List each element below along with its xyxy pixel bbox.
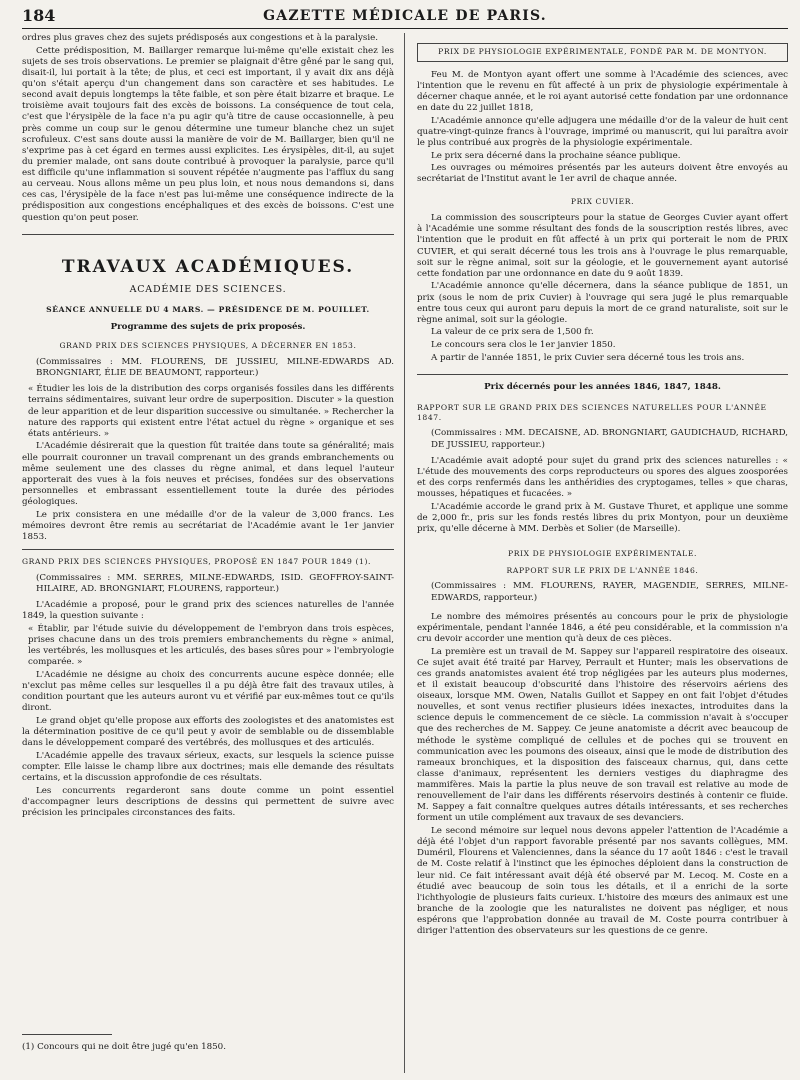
divider (22, 234, 394, 235)
paragraph: L'Académie avait adopté pour sujet du grand prix des sciences naturelles : « L'étude des mouvements des corps reproducteurs ou spores des algues zoosporées et des corps renfermés dans les anthéridies des cryptogames, telles » que charas, mousses, hépatiques et fucacées. » (417, 455, 788, 499)
paragraph: La première est un travail de M. Sappey sur l'appareil respiratoire des oiseaux. Ce sujet avait été traité par Harvey, Perrault et Hunter; mais les observations de ces grands anatomistes avaient été trop négligées par les auteurs plus modernes, et il existait beaucoup d'obscurité dans l'histoire des réservoirs aériens des oiseaux, lorsque MM. Owen, Natalis Guillot et Sappey en ont fait l'objet d'études nouvelles, et sont venus rectifier plusieurs idées inexactes, introduites dans la science depuis le commencement de ce siècle. La commission n'avait à s'occuper que des recherches de M. Sappey. Ce jeune anatomiste a décrit avec beaucoup de méthode le système compliqué de cellules et de poches qui se trouvent en communication avec les poumons des oiseaux, ainsi que le mode de distribution des rameaux bronchiques, et la disposition des faisceaux charnus, qui, dans cette classe d'animaux, représentent les derniers vestiges du diaphragme des mammifères. Mais la partie la plus neuve de son travail est relative au mode de renouvellement de l'air dans les différents réservoirs destinés à contenir ce fluide. M. Sappey a fait connaître quelques autres détails intéressants, et ses recherches forment un utile complément aux travaux de ses devanciers. (417, 646, 788, 824)
paragraph: Le concours sera clos le 1er janvier 1850. (431, 340, 616, 351)
divider (417, 374, 788, 375)
commissioners: (Commissaires : MM. FLOURENS, DE JUSSIEU, MILNE-EDWARDS AD. BRONGNIART, ÉLIE DE BEAUMONT, rapporteur.) (36, 357, 394, 379)
commissioners: (Commissaires : MM. DECAISNE, AD. BRONGNIART, GAUDICHAUD, RICHARD, DE JUSSIEU, rapporteur.) (431, 428, 788, 450)
left-column (22, 33, 405, 1073)
paragraph: Feu M. de Montyon ayant offert une somme à l'Académie des sciences, avec l'intention que le revenu en fût affecté à un prix de physiologie expérimentale à décerner chaque année, et le roi ayant autorisé cette fondation par une ordonnance en date du 22 juillet 1818, (417, 69, 788, 114)
programme-heading: Programme des sujets de prix proposés. (110, 322, 306, 333)
report-heading: RAPPORT SUR LE GRAND PRIX DES SCIENCES NATURELLES POUR L'ANNÉE 1847. (417, 402, 767, 422)
paragraph: La valeur de ce prix sera de 1,500 fr. (431, 327, 594, 338)
paragraph: A partir de l'année 1851, le prix Cuvier sera décerné tous les trois ans. (431, 352, 745, 363)
paragraph: L'Académie annonce qu'elle adjugera une médaille d'or de la valeur de huit cent quatre-vingt-quinze francs à l'ouvrage, imprimé ou manuscrit, qui lui paraîtra avoir le plus contribué aux progrès de la physiologie expérimentale. (417, 115, 788, 148)
prize-heading: PRIX DE PHYSIOLOGIE EXPÉRIMENTALE. (508, 549, 697, 558)
prize-question: « Étudier les lois de la distribution des corps organisés fossiles dans les différents terrains sédimentaires, suivant leur ordre de superposition. Discuter » la question de leur apparition et de leur disparition successive ou simultanée. » Rechercher la nature des rapports qui existent entre l'état actuel du règne » organique et ses états antérieurs. » (28, 384, 394, 439)
paragraph: Les ouvrages ou mémoires présentés par les auteurs doivent être envoyés au secrétariat de l'Institut avant le 1er avril de chaque année. (417, 163, 788, 185)
paragraph: L'Académie annonce qu'elle décernera, dans la séance publique de 1851, un prix (sous le nom de prix Cuvier) à l'ouvrage qui sera jugé le plus remarquable entre tous ceux qui auront paru depuis la mort de ce grand naturaliste, soit sur le règne animal, soit sur la géologie. (417, 281, 788, 325)
prize-heading: GRAND PRIX DES SCIENCES PHYSIQUES, A DÉCERNER EN 1853. (59, 341, 357, 351)
commissioners: (Commissaires : MM. FLOURENS, RAYER, MAGENDIE, SERRES, MILNE-EDWARDS, rapporteur.) (431, 581, 788, 603)
divider (22, 549, 394, 550)
paragraph: L'Académie accorde le grand prix à M. Gustave Thuret, et applique une somme de 2,000 fr., pris sur les fonds restés libres du prix Montyon, pour un deuxième prix, qu'elle décerne à MM. Derbès et Solier (de Marseille). (417, 501, 788, 534)
paragraph: L'Académie a proposé, pour le grand prix des sciences naturelles de l'année 1849, la question suivante : (22, 600, 394, 622)
page-header (22, 6, 788, 29)
paragraph: L'Académie désirerait que la question fût traitée dans toute sa généralité; mais elle pourrait couronner un travail comprenant un des grands embranchements ou même seulement une des classes du règne animal, et dans lequel l'auteur apporterait des vues à la fois neuves et précises, fondées sur des observations personnelles et embrassant essentiellement toute la durée des périodes géologiques. (22, 441, 394, 508)
paragraph: Cette prédisposition, M. Baillarger remarque lui-même qu'elle existait chez les sujets de ses trois observations. Le premier se plaignait d'être gêné par le sang qui, disait-il, lui portait à la tête; de plus, et ceci est important, il y avait dix ans déjà qu'on s'était aperçu d'un changement dans son caractère et ses habitudes. Le second avait depuis longtemps la tête faible, et son père était bizarre et braque. Le troisième avait toujours fait des excès de boissons. La conséquence de tout cela, c'est que l'érysipèle de la face n'a pu agir qu'à titre de cause occasionnelle, à peu près comme un coup sur le genou détermine une tumeur blanche chez un sujet scrofuleux. C'est sans doute aussi la manière de voir de M. Baillarger, bien qu'il ne s'exprime pas à cet égard en termes aussi explicites. Les érysipèles, dit-il, au sujet du premier malade, ont sans doute contribué à provoquer la paralysie, parce qu'il est difficile qu'une inflammation si souvent répétée n'augmente pas l'afflux du sang au cerveau. Nous allons même un peu plus loin, et nous nous demandons si, dans ces cas, l'érysipèle de la face n'est pas lui-même une conséquence indirecte de la prédisposition aux congestions encéphaliques et des excès de boissons. C'est une question qu'on peut poser. (22, 45, 394, 223)
paragraph: Le prix consistera en une médaille d'or de la valeur de 3,000 francs. Les mémoires devront être remis au secrétariat de l'Académie avant le 1er janvier 1853. (22, 509, 394, 542)
paragraph: Le nombre des mémoires présentés au concours pour le prix de physiologie expérimentale, pendant l'année 1846, a été peu considérable, et la commission n'a cru devoir accorder une mention qu'à deux de ces pièces. (417, 611, 788, 644)
page-number: 184 (22, 6, 56, 25)
prize-heading: GRAND PRIX DES SCIENCES PHYSIQUES, PROPOSÉ EN 1847 POUR 1849 (1). (22, 557, 372, 567)
right-column (405, 33, 788, 1073)
prize-heading: PRIX CUVIER. (570, 197, 635, 207)
paragraph: ordres plus graves chez des sujets prédisposés aux congestions et à la paralysie. (22, 33, 379, 43)
columns (22, 33, 788, 1073)
report-heading: RAPPORT SUR LE PRIX DE L'ANNÉE 1846. (506, 565, 699, 575)
paragraph: Les concurrents regarderont sans doute comme un point essentiel d'accompagner leurs descriptions de dessins qui permettent de suivre avec précision les principales circonstances des faits. (22, 785, 394, 818)
journal-title: GAZETTE MÉDICALE DE PARIS. (263, 8, 547, 24)
paragraph: Le prix sera décerné dans la prochaine séance publique. (431, 150, 681, 161)
academy-heading: ACADÉMIE DES SCIENCES. (129, 284, 287, 296)
prizes-heading: Prix décernés pour les années 1846, 1847, 1848. (484, 381, 721, 392)
paragraph: Le second mémoire sur lequel nous devons appeler l'attention de l'Académie a déjà été l'objet d'un rapport favorable présenté par nos savants collègues, MM. Duméril, Flourens et Valenciennes, dans la séance du 17 août 1846 : c'est le travail de M. Coste relatif à l'instinct que les épinoches déploient dans la construction de leur nid. Ce fait intéressant avait déjà été observé par M. Lecoq. M. Coste en a étudié avec beaucoup de soin tous les détails, et il a enrichi de la sorte l'ichthyologie de plusieurs faits curieux. L'histoire des mœurs des animaux est une branche de la zoologie que les naturalistes ne doivent pas négliger, et nous espérons que l'approbation donnée au travail de M. Coste pourra contribuer à diriger l'attention des observateurs sur les questions de ce genre. (417, 826, 788, 937)
prize-question: « Établir, par l'étude suivie du développement de l'embryon dans trois espèces, prises chacune dans un des trois premiers embranchements du règne » animal, les vertébrés, les mollusques et les articulés, des bases sûres pour » l'embryologie comparée. » (28, 623, 394, 668)
seance-heading: SÉANCE ANNUELLE DU 4 MARS. — PRÉSIDENCE DE M. POUILLET. (46, 304, 370, 314)
paragraph: L'Académie ne désigne au choix des concurrents aucune espèce donnée; elle n'exclut pas même celles sur lesquelles il a pu déjà être fait des travaux utiles, à condition pourtant que les auteurs auront vu et vérifié par eux-mêmes tout ce qu'ils diront. (22, 669, 394, 714)
section-title: TRAVAUX ACADÉMIQUES. (61, 256, 355, 277)
footnote: (1) Concours qui ne doit être jugé qu'en 1850. (22, 1042, 226, 1052)
commissioners: (Commissaires : MM. SERRES, MILNE-EDWARDS, ISID. GEOFFROY-SAINT-HILAIRE, AD. BRONGNIART, FLOURENS, rapporteur.) (36, 572, 394, 594)
footnote-rule (22, 1034, 112, 1035)
paragraph: L'Académie appelle des travaux sérieux, exacts, sur lesquels la science puisse compter. Elle laisse le champ libre aux doctrines; mais elle demande des résultats certains, et la discussion approfondie de ces résultats. (22, 750, 394, 783)
paragraph: Le grand objet qu'elle propose aux efforts des zoologistes et des anatomistes est la détermination positive de ce qu'il peut y avoir de semblable ou de dissemblable dans le développement comparé des vertébrés, des mollusques et des articulés. (22, 715, 394, 749)
prize-heading: PRIX DE PHYSIOLOGIE EXPÉRIMENTALE, FONDÉ PAR M. DE MONTYON. (417, 43, 788, 62)
paragraph: La commission des souscripteurs pour la statue de Georges Cuvier ayant offert à l'Académie une somme résultant des fonds de la souscription restés libres, avec l'intention que le produit en fût affecté à un prix qui porterait le nom de PRIX CUVIER, et qui serait décerné tous les trois ans à l'ouvrage le plus remarquable, soit sur le règne animal, soit sur la géologie, et le gouvernement ayant autorisé cette fondation par une ordonnance en date du 9 août 1839. (417, 213, 788, 279)
